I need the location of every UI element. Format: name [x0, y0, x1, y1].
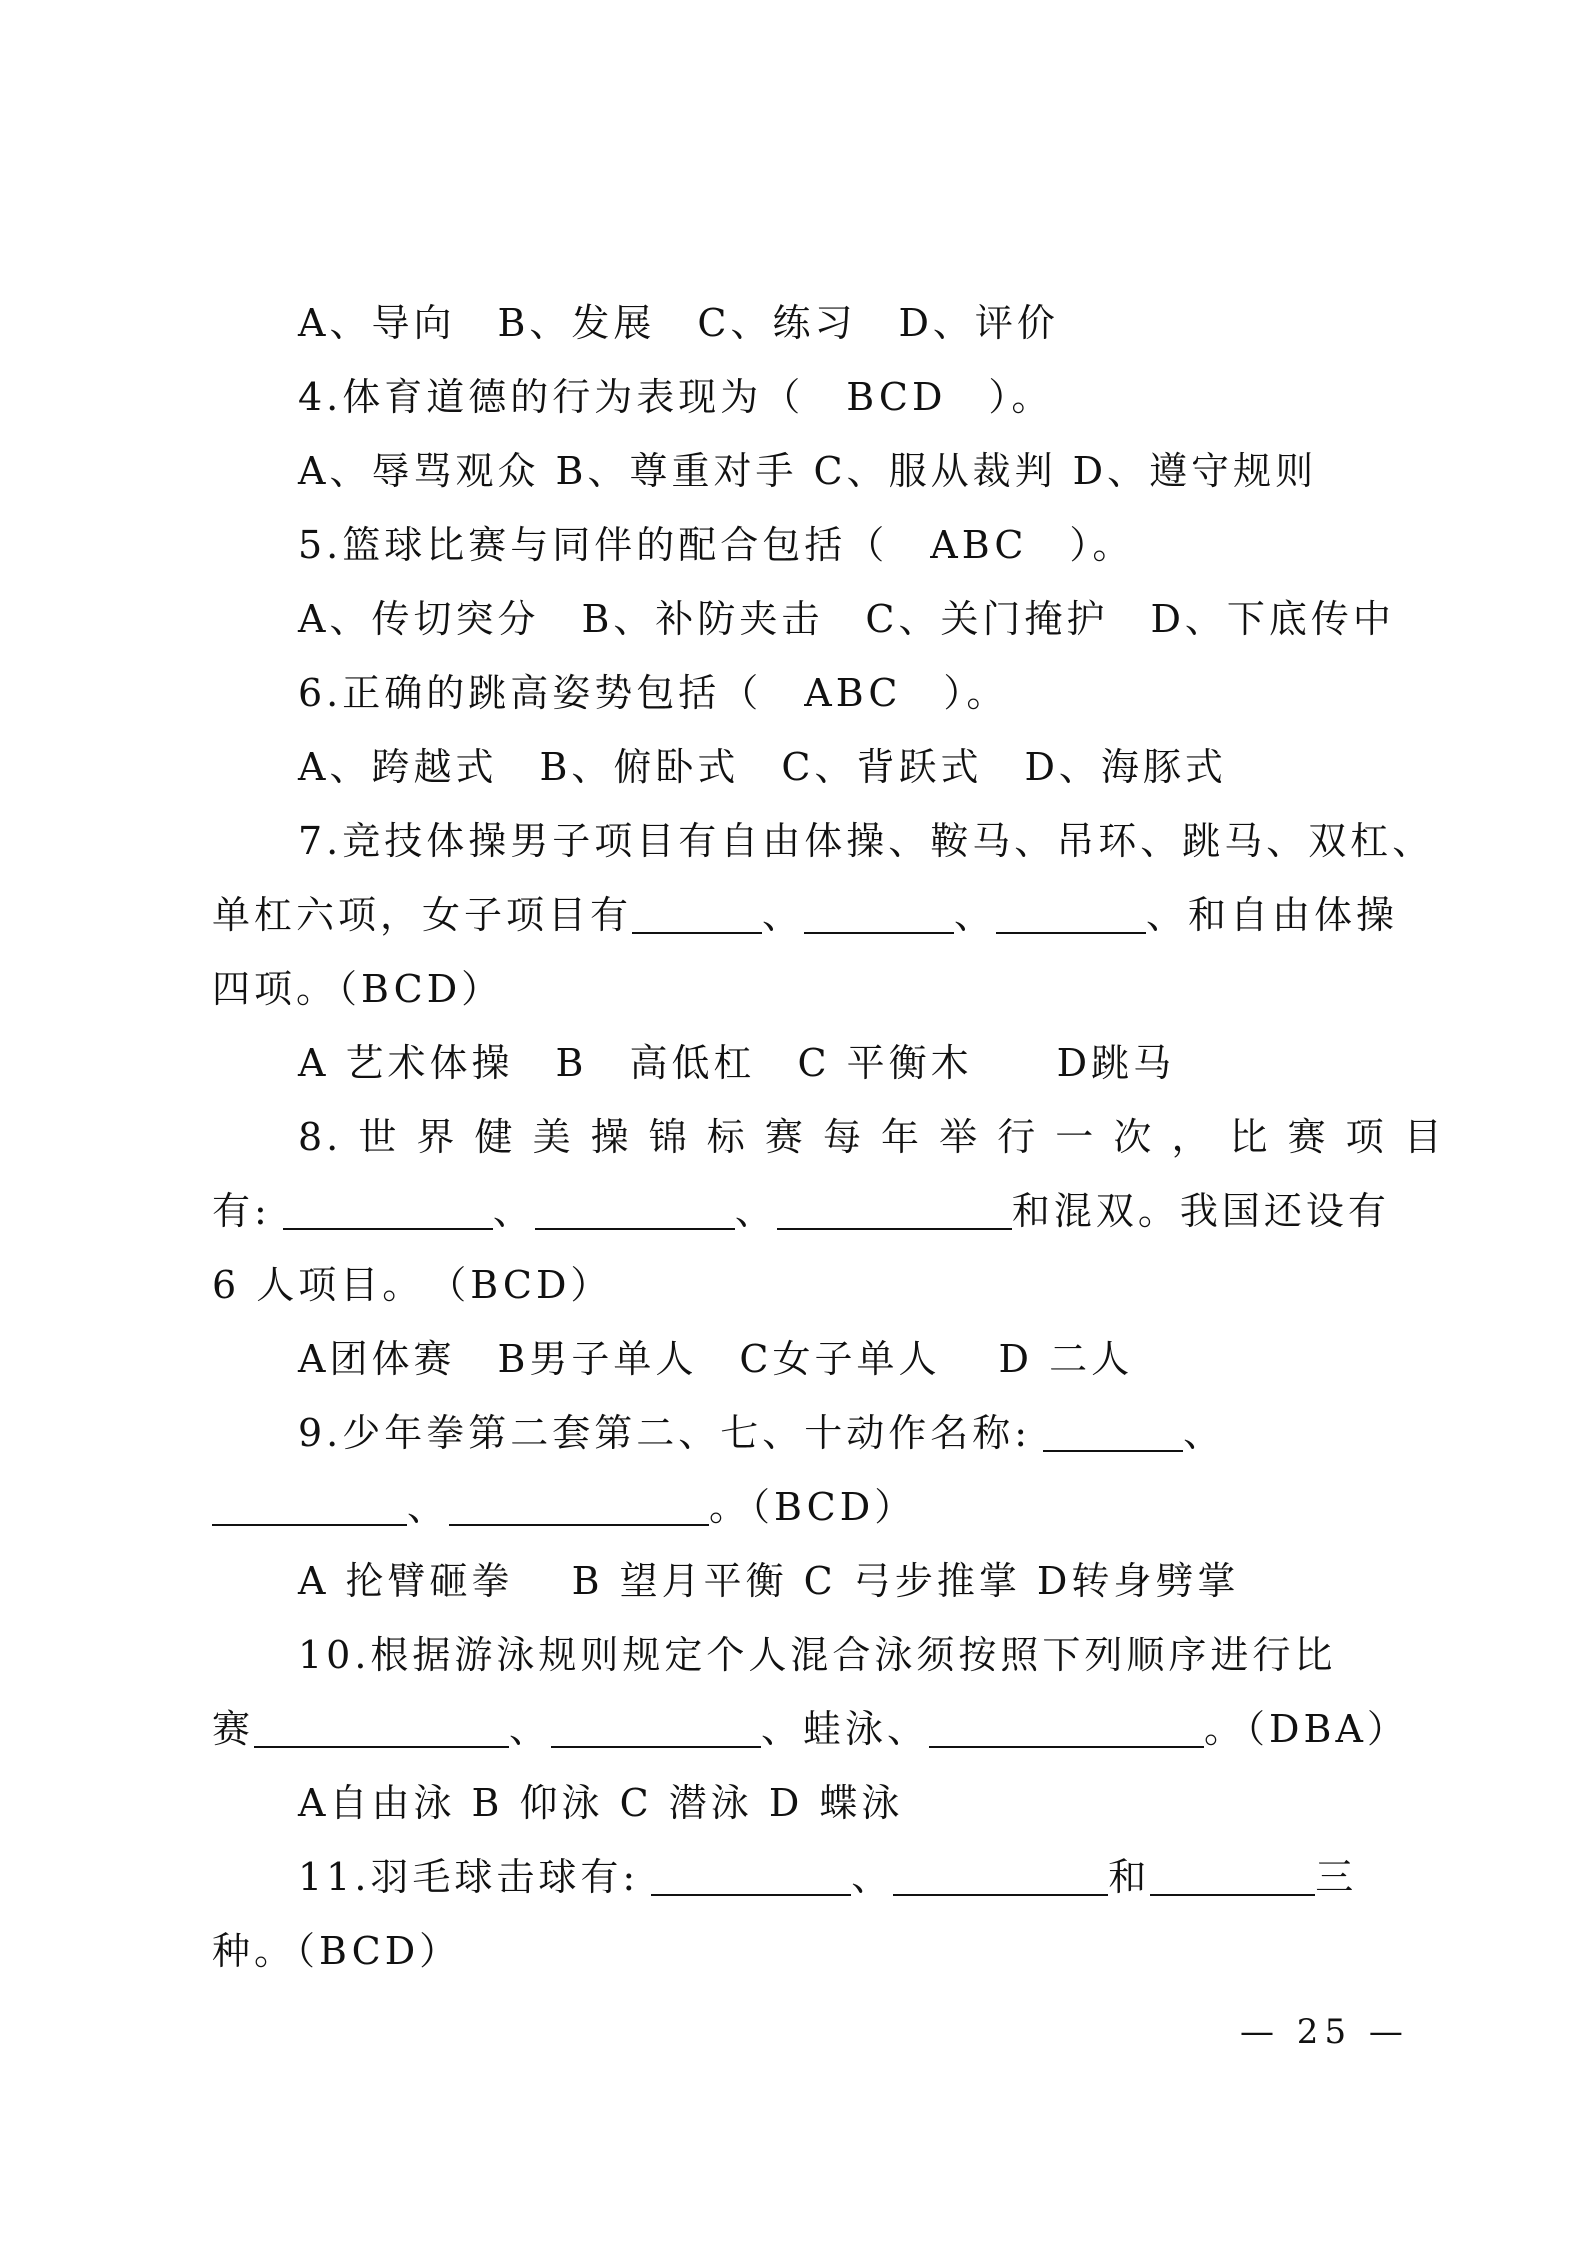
options-q8: A团体赛 B男子单人 C女子单人 D 二人	[298, 1337, 1134, 1381]
question-9-line-1	[298, 1408, 1478, 1458]
question-4: 4.体育道德的行为表现为（ BCD ）。	[298, 375, 1054, 419]
q7-blank-1	[632, 896, 762, 934]
q7-text-c: 、	[954, 893, 997, 937]
q8-text-a: 有:	[212, 1189, 271, 1233]
q10-blank-2	[551, 1710, 761, 1748]
question-7-line-1: 7.竞技体操男子项目有自由体操、鞍马、吊环、跳马、双杠、	[298, 819, 1435, 863]
options-q6: A、跨越式 B、俯卧式 C、背跃式 D、海豚式	[298, 745, 1227, 789]
q9-blank-2	[212, 1488, 407, 1526]
options-q7: A 艺术体操 B 高低杠 C 平衡木 D跳马	[298, 1041, 1176, 1085]
q8-blank-1	[283, 1192, 493, 1230]
q11-blank-1	[651, 1858, 851, 1896]
question-9-line-2	[212, 1482, 1392, 1532]
q10-text-c: 、蛙泳、	[761, 1707, 930, 1751]
q9-text-c: 、	[407, 1485, 450, 1529]
question-11-line-1	[298, 1852, 1478, 1902]
q7-blank-3	[996, 896, 1146, 934]
q11-text-d: 三	[1315, 1855, 1358, 1899]
q8-blank-2	[535, 1192, 735, 1230]
question-6: 6.正确的跳高姿势包括（ ABC ）。	[298, 671, 1009, 715]
q10-blank-3	[929, 1710, 1204, 1748]
question-8-line-3: 6 人项目。 （BCD）	[212, 1263, 613, 1307]
q8-blank-3	[777, 1192, 1012, 1230]
q7-text-b: 、	[762, 893, 805, 937]
question-7-line-3: 四项。（BCD）	[212, 967, 504, 1011]
q9-text-b: 、	[1183, 1411, 1226, 1455]
options-q4: A、辱骂观众 B、尊重对手 C、服从裁判 D、遵守规则	[298, 449, 1318, 493]
q9-blank-3	[449, 1488, 709, 1526]
q8-text-d: 和混双。我国还设有	[1011, 1189, 1390, 1233]
question-10-line-2	[212, 1704, 1409, 1754]
q7-text-d: 、和自由体操	[1146, 893, 1399, 937]
question-11-line-2: 种。（BCD）	[212, 1929, 462, 1973]
q7-blank-2	[804, 896, 954, 934]
q10-text-b: 、	[509, 1707, 552, 1751]
question-5: 5.篮球比赛与同伴的配合包括（ ABC ）。	[298, 523, 1135, 567]
q11-text-b: 、	[851, 1855, 894, 1899]
page-number: — 25 —	[1240, 2012, 1409, 2052]
q9-blank-1	[1043, 1414, 1183, 1452]
q10-text-d: 。（DBA）	[1204, 1707, 1409, 1751]
q11-text-c: 和	[1108, 1855, 1151, 1899]
question-8-line-1: 8. 世 界 健 美 操 锦 标 赛 每 年 举 行 一 次 ， 比 赛 项 目	[298, 1115, 1446, 1159]
q8-text-b: 、	[492, 1189, 535, 1233]
q8-text-c: 、	[734, 1189, 777, 1233]
options-q3: A、导向 B、发展 C、练习 D、评价	[298, 301, 1059, 345]
question-10-line-1: 10.根据游泳规则规定个人混合泳须按照下列顺序进行比	[298, 1633, 1337, 1677]
q11-text-a: 11.羽毛球击球有:	[298, 1855, 640, 1899]
q7-text-a: 单杠六项，女子项目有	[212, 893, 633, 937]
q10-blank-1	[254, 1710, 509, 1748]
question-7-line-2	[212, 890, 1399, 940]
options-q9: A 抡臂砸拳 B 望月平衡 C 弓步推掌 D转身劈掌	[298, 1559, 1240, 1603]
q9-text-d: 。（BCD）	[709, 1485, 917, 1529]
q10-text-a: 赛	[212, 1707, 255, 1751]
q11-blank-3	[1150, 1858, 1315, 1896]
options-q5: A、传切突分 B、补防夹击 C、关门掩护 D、下底传中	[298, 597, 1395, 641]
q9-text-a: 9.少年拳第二套第二、七、十动作名称:	[298, 1411, 1032, 1455]
options-q10: A自由泳 B 仰泳 C 潜泳 D 蝶泳	[298, 1781, 904, 1825]
question-8-line-2	[212, 1186, 1392, 1236]
q11-blank-2	[893, 1858, 1108, 1896]
